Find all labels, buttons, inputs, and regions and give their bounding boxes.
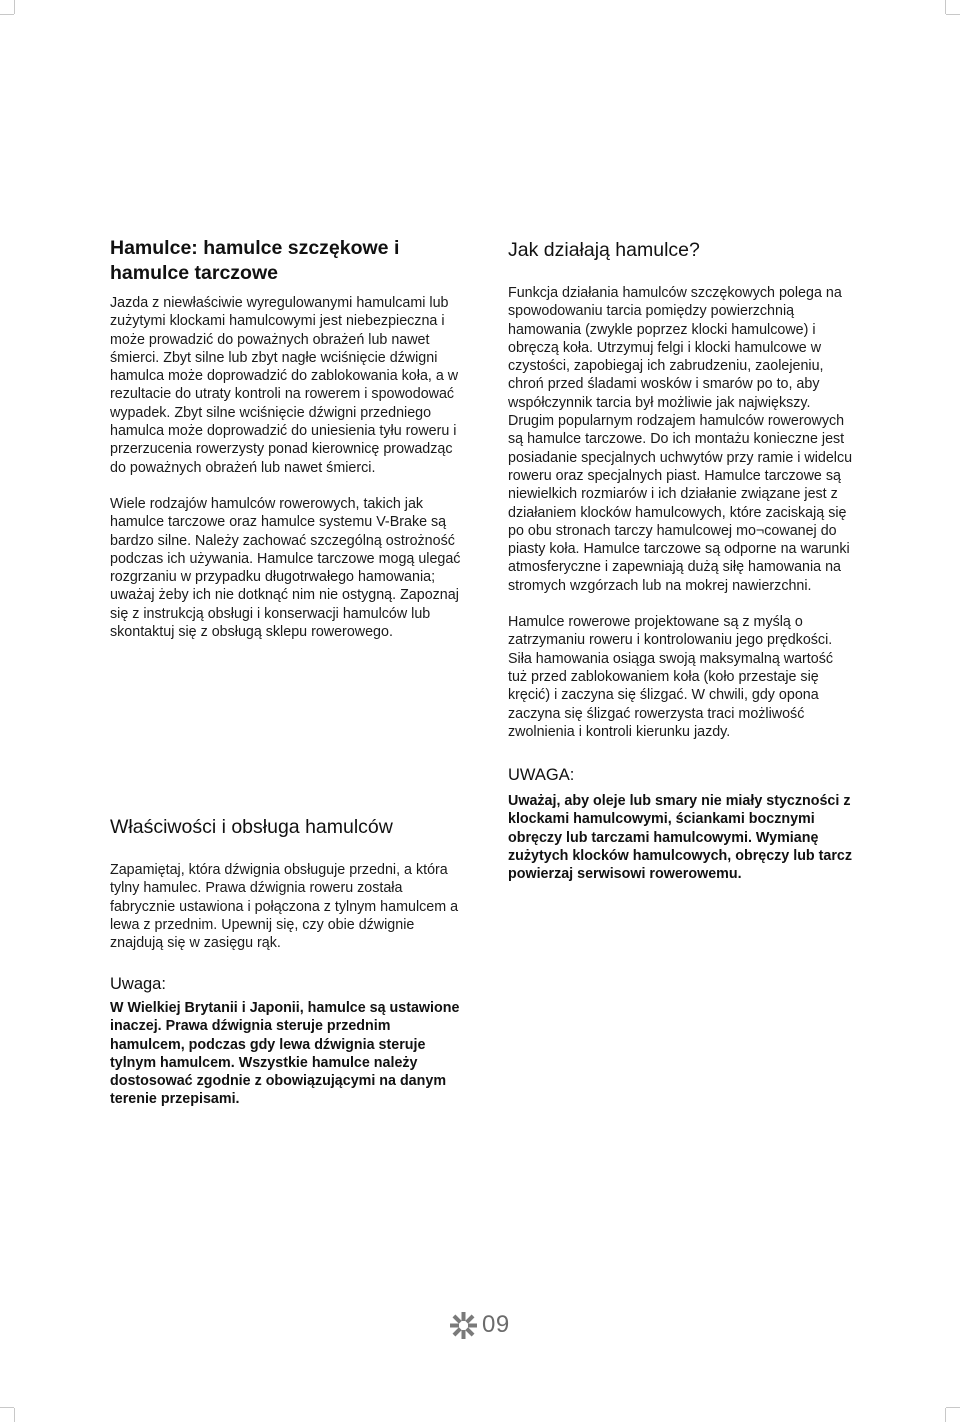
note-text: W Wielkiej Brytanii i Japonii, hamulce są ustawione inaczej. Prawa dźwignia steruje przednim hamulcem, podczas gdy lewa dźwignia steruje tylnym hamulcem. Wszystkie hamulce należy dostosować zgodnie z obowiązującymi na danym terenie przepisami. xyxy=(110,1000,460,1108)
warning-text: Uważaj, aby oleje lub smary nie miały styczności z klockami hamulcowymi, ściankami bocznymi obręczy lub tarczami hamulcowymi. Wymianę zużytych klocków hamulcowych, obręczy lub tarcz powierzaj serwisowi rowerowemu. xyxy=(508,793,853,883)
right-column xyxy=(508,238,853,884)
crop-mark-bottom-right-v xyxy=(945,1408,946,1422)
crop-mark-top-right-v xyxy=(945,0,946,14)
crop-mark-bottom-left-v xyxy=(14,1408,15,1422)
crop-mark-top-left-h xyxy=(0,14,14,15)
how-brakes-work-paragraph-2: Hamulce rowerowe projektowane są z myślą o zatrzymaniu roweru i kontrolowaniu jego prędkości. Siła hamowania osiąga swoją maksymalną wartość tuż przed zablokowaniem koła (koło przestaje się kręcić) i zaczyna się ślizgać. W chwili, gdy opona zaczyna się ślizgać rowerzysta traci możliwość zwolnienia i kontroli kierunku jazdy. xyxy=(508,614,834,740)
left-column xyxy=(110,236,462,641)
brakes-paragraph-1: Jazda z niewłaściwie wyregulowanymi hamulcami lub zużytymi klockami hamulcowymi jest niebezpieczna i może prowadzić do poważnych obrażeń lub nawet śmierci. Zbyt silne lub zbyt nagłe wciśnięcie dźwigni hamulca może doprowadzić do zablokowania koła, a w rezultacie do utraty kontroli na rowerem i spowodować wypadek. Zbyt silne wciśnięcie dźwigni przedniego hamulca może doprowadzić do uniesienia tyłu roweru i przerzucenia rowerzysty ponad kierownicę prowadząc do poważnych obrażeń lub nawet śmierci. xyxy=(110,295,459,476)
brakes-heading: Hamulce: hamulce szczękowe i hamulce tarczowe xyxy=(110,237,400,284)
properties-text: Zapamiętaj, która dźwignia obsługuje przedni, a która tylny hamulec. Prawa dźwignia roweru została fabrycznie ustawiona i połączona z tylnym hamulcem a lewa z przednim. Upewnij się, czy obie dźwignie znajdują się w zasięgu rąk. xyxy=(110,862,459,952)
brakes-paragraph-2: Wiele rodzajów hamulców rowerowych, takich jak hamulce tarczowe oraz hamulce systemu V-Brake są bardzo silne. Należy zachować szczególną ostrożność podczas ich używania. Hamulce tarczowe mogą ulegać rozgrzaniu w przypadku długotrwałego hamowania; uważaj żeby ich nie dotknąć nim nie ostygną. Zapoznaj się z instrukcją obsługi i konserwacji hamulców lub skontaktuj się z obsługą sklepu rowerowego. xyxy=(110,495,461,641)
note-section xyxy=(110,974,462,1109)
crop-mark-bottom-left-h xyxy=(0,1407,14,1408)
note-heading: Uwaga: xyxy=(110,975,166,993)
gear-logo-icon xyxy=(450,1312,477,1339)
warning-heading: UWAGA: xyxy=(508,766,575,785)
page-footer xyxy=(450,1310,510,1340)
crop-mark-top-right-h xyxy=(946,14,960,15)
how-brakes-work-paragraph-1: Funkcja działania hamulców szczękowych polega na spowodowaniu tarcia pomiędzy powierzchnią hamowania (zwykle poprzez klocki hamulcowe) i obręczą koła. Utrzymuj felgi i klocki hamulcowe w czystości, zapobiegaj ich zabrudzeniu, zaolejeniu, chroń przed śladami wosków i smarów po to, aby współczynnik tarcia był możliwie jak największy. Drugim popularnym rodzajem hamulców rowerowych są hamulce tarczowe. Do ich montażu konieczne jest posiadanie specjalnych uchwytów przy ramie i widelcu roweru oraz specjalnych piast. Hamulce tarczowe są niewielkich rozmiarów i ich działanie związane jest z działaniem klocków hamulcowych, które zaciskają się po obu stronach tarczy hamulcowej mo¬cowanej do piasty koła. Hamulce tarczowe są odporne na warunki atmosferyczne i zapewniają dużą siłę hamowania na stromych wzgórzach lub na mokrej nawierzchni. xyxy=(508,285,853,594)
page-number: 09 xyxy=(482,1311,510,1338)
properties-section xyxy=(110,815,462,952)
crop-mark-top-left-v xyxy=(14,0,15,14)
properties-heading: Właściwości i obsługa hamulców xyxy=(110,816,393,838)
how-brakes-work-heading: Jak działają hamulce? xyxy=(508,239,700,261)
crop-mark-bottom-right-h xyxy=(946,1407,960,1408)
